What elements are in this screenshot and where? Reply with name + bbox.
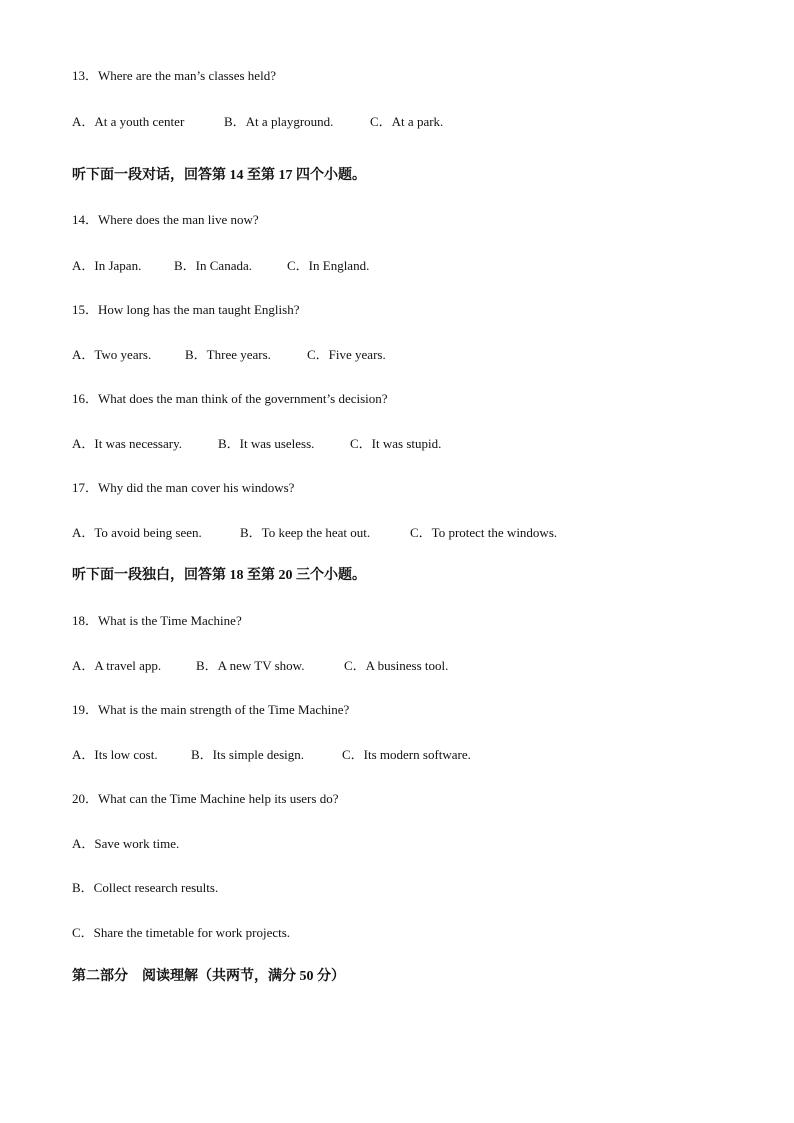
option-b: B．At a playground. xyxy=(224,114,334,129)
question-14 xyxy=(72,212,259,228)
section-heading-dialogue: 听下面一段对话，回答第 14 至第 17 四个小题。 xyxy=(72,168,366,183)
question-number: 20． xyxy=(72,791,99,806)
option-b: B．To keep the heat out. xyxy=(240,525,371,540)
options-17 xyxy=(72,525,557,541)
option-b: B．It was useless. xyxy=(218,436,315,451)
question-number: 19． xyxy=(72,702,99,717)
options-16 xyxy=(72,436,441,452)
options-14 xyxy=(72,258,369,274)
question-17 xyxy=(72,480,294,496)
options-19 xyxy=(72,747,471,763)
option-20-a: A．Save work time. xyxy=(72,836,180,851)
section-heading-monologue: 听下面一段独白，回答第 18 至第 20 三个小题。 xyxy=(72,568,366,583)
question-text: Where are the man’s classes held? xyxy=(98,68,276,83)
question-text: How long has the man taught English? xyxy=(98,302,300,317)
part-two-heading: 第二部分 阅读理解（共两节，满分 50 分） xyxy=(72,969,345,984)
option-b: B．Its simple design. xyxy=(191,747,305,762)
option-c: C．In England. xyxy=(287,258,370,273)
option-a: A．To avoid being seen. xyxy=(72,525,202,540)
question-number: 18． xyxy=(72,613,99,628)
question-18 xyxy=(72,613,242,629)
option-b: B．In Canada. xyxy=(174,258,252,273)
options-18 xyxy=(72,658,448,674)
option-a: A．Two years. xyxy=(72,347,152,362)
options-13 xyxy=(72,114,443,130)
option-a: A．In Japan. xyxy=(72,258,142,273)
question-13 xyxy=(72,68,276,84)
question-16 xyxy=(72,391,388,407)
question-number: 15． xyxy=(72,302,99,317)
question-text: What can the Time Machine help its users do? xyxy=(98,791,339,806)
question-15 xyxy=(72,302,299,318)
option-c: C．To protect the windows. xyxy=(410,525,558,540)
question-text: Why did the man cover his windows? xyxy=(98,480,295,495)
question-19 xyxy=(72,702,349,718)
option-20-b: B．Collect research results. xyxy=(72,880,219,895)
question-number: 17． xyxy=(72,480,99,495)
option-a: A．It was necessary. xyxy=(72,436,182,451)
option-c: C．Its modern software. xyxy=(342,747,471,762)
option-a: A．Its low cost. xyxy=(72,747,158,762)
question-number: 16． xyxy=(72,391,99,406)
option-c: C．A business tool. xyxy=(344,658,449,673)
option-c: C．It was stupid. xyxy=(350,436,442,451)
question-text: What is the main strength of the Time Machine? xyxy=(98,702,350,717)
option-a: A．A travel app. xyxy=(72,658,162,673)
option-20-c: C．Share the timetable for work projects. xyxy=(72,925,291,940)
question-text: Where does the man live now? xyxy=(98,212,259,227)
option-c: C．At a park. xyxy=(370,114,444,129)
options-15 xyxy=(72,347,386,363)
option-a: A．At a youth center xyxy=(72,114,185,129)
question-text: What does the man think of the government’s decision? xyxy=(98,391,388,406)
question-number: 14． xyxy=(72,212,99,227)
question-number: 13． xyxy=(72,68,99,83)
option-b: B．A new TV show. xyxy=(196,658,305,673)
question-20 xyxy=(72,791,338,807)
option-b: B．Three years. xyxy=(185,347,271,362)
question-text: What is the Time Machine? xyxy=(98,613,242,628)
option-c: C．Five years. xyxy=(307,347,386,362)
